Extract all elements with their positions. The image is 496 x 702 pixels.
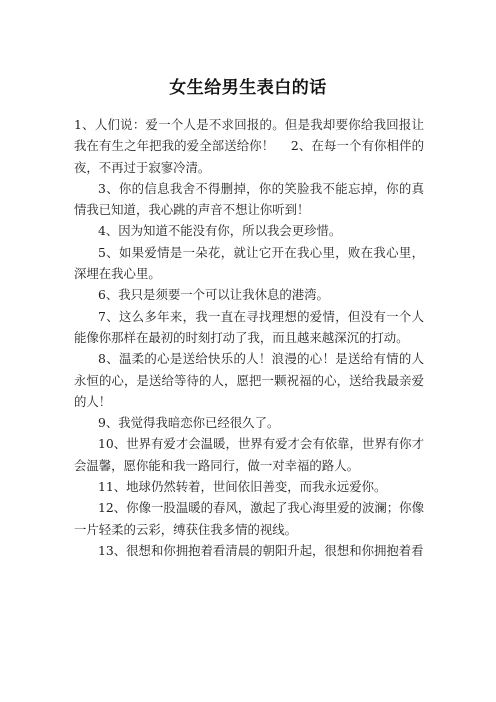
paragraph-1: 1、人们说：爱一个人是不求回报的。但是我却要你给我回报让我在有生之年把我的爱全部送给你！ 2、在每一个有你相伴的夜，不再过于寂寥冷清。 [74,117,424,175]
document-body [74,114,424,561]
paragraph-3: 3、你的信息我舍不得删掉，你的笑脸我不能忘掉，你的真情我已知道，我心跳的声音不想让你听到！ [74,180,424,218]
paragraph-9: 9、我觉得我暗恋你已经很久了。 [98,415,280,431]
paragraph-10: 10、世界有爱才会温暖，世界有爱才会有依靠，世界有你才会温馨，愿你能和我一路同行，做一对幸福的路人。 [74,436,424,473]
paragraph-11: 11、地球仍然转着，世间依旧善变，而我永远爱你。 [98,479,387,495]
paragraph-6: 6、我只是须要一个可以让我休息的港湾。 [98,287,329,303]
paragraph-4: 4、因为知道不能没有你，所以我会更珍惜。 [98,223,342,239]
paragraph-5: 5、如果爱情是一朵花，就让它开在我心里，败在我心里，深埋在我心里。 [74,244,424,282]
paragraph-12: 12、你像一股温暖的春风，激起了我心海里爱的波澜；你像一片轻柔的云彩，缚获住我多情的视线。 [74,500,424,537]
page-title: 女生给男生表白的话 [169,78,327,98]
paragraph-7: 7、这么多年来，我一直在寻找理想的爱情，但没有一个人能像你那样在最初的时刻打动了我，而且越来越深沉的打动。 [74,308,424,345]
paragraph-13: 13、很想和你拥抱着看清晨的朝阳升起，很想和你拥抱着看 [98,542,424,558]
paragraph-8: 8、温柔的心是送给快乐的人！浪漫的心！是送给有情的人永恒的心，是送给等待的人，愿把一颗祝福的心，送给我最亲爱的人！ [74,351,424,409]
